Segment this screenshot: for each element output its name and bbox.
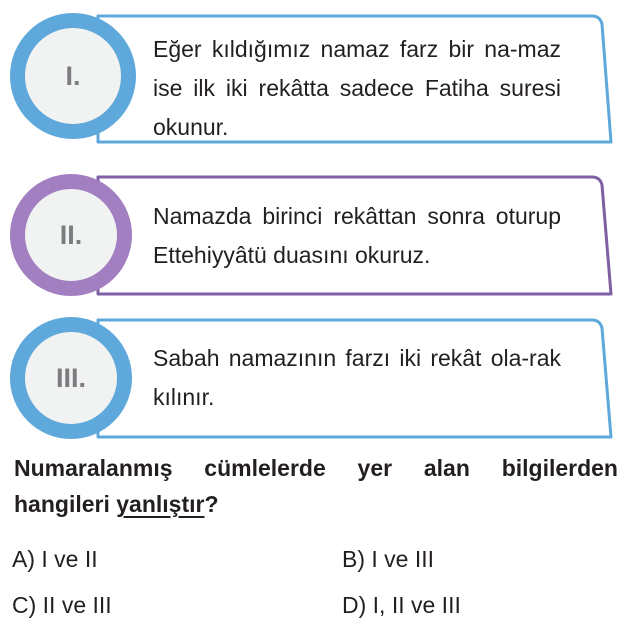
statement-3	[0, 312, 631, 442]
question-underlined: yanlıştır	[116, 491, 205, 517]
statement-2-numeral: II.	[59, 219, 83, 250]
option-c[interactable]: C) II ve III	[12, 592, 112, 618]
option-d[interactable]: D) I, II ve III	[342, 592, 461, 618]
question-after: ?	[204, 491, 219, 517]
statement-2	[0, 170, 631, 300]
statement-2-badge	[10, 174, 132, 296]
question-text	[14, 450, 618, 522]
statement-3-numeral: III.	[55, 362, 86, 393]
statement-2-text: Namazda birinci rekâttan sonra oturup Ettehiyyâtü duasını okuruz.	[153, 203, 561, 268]
statement-3-badge	[10, 317, 132, 439]
statement-1-text: Eğer kıldığımız namaz farz bir na-maz ise ilk iki rekâtta sadece Fatiha suresi okunur.	[153, 36, 561, 140]
option-a[interactable]: A) I ve II	[12, 546, 98, 572]
statement-3-text: Sabah namazının farzı iki rekât ola-rak kılınır.	[153, 345, 561, 410]
statement-1-numeral: I.	[65, 60, 81, 91]
statement-1	[0, 10, 631, 150]
question-before: Numaralanmış cümlelerde yer alan bilgilerden hangileri	[14, 455, 618, 517]
statement-1-badge	[10, 13, 136, 139]
option-b[interactable]: B) I ve III	[342, 546, 435, 572]
